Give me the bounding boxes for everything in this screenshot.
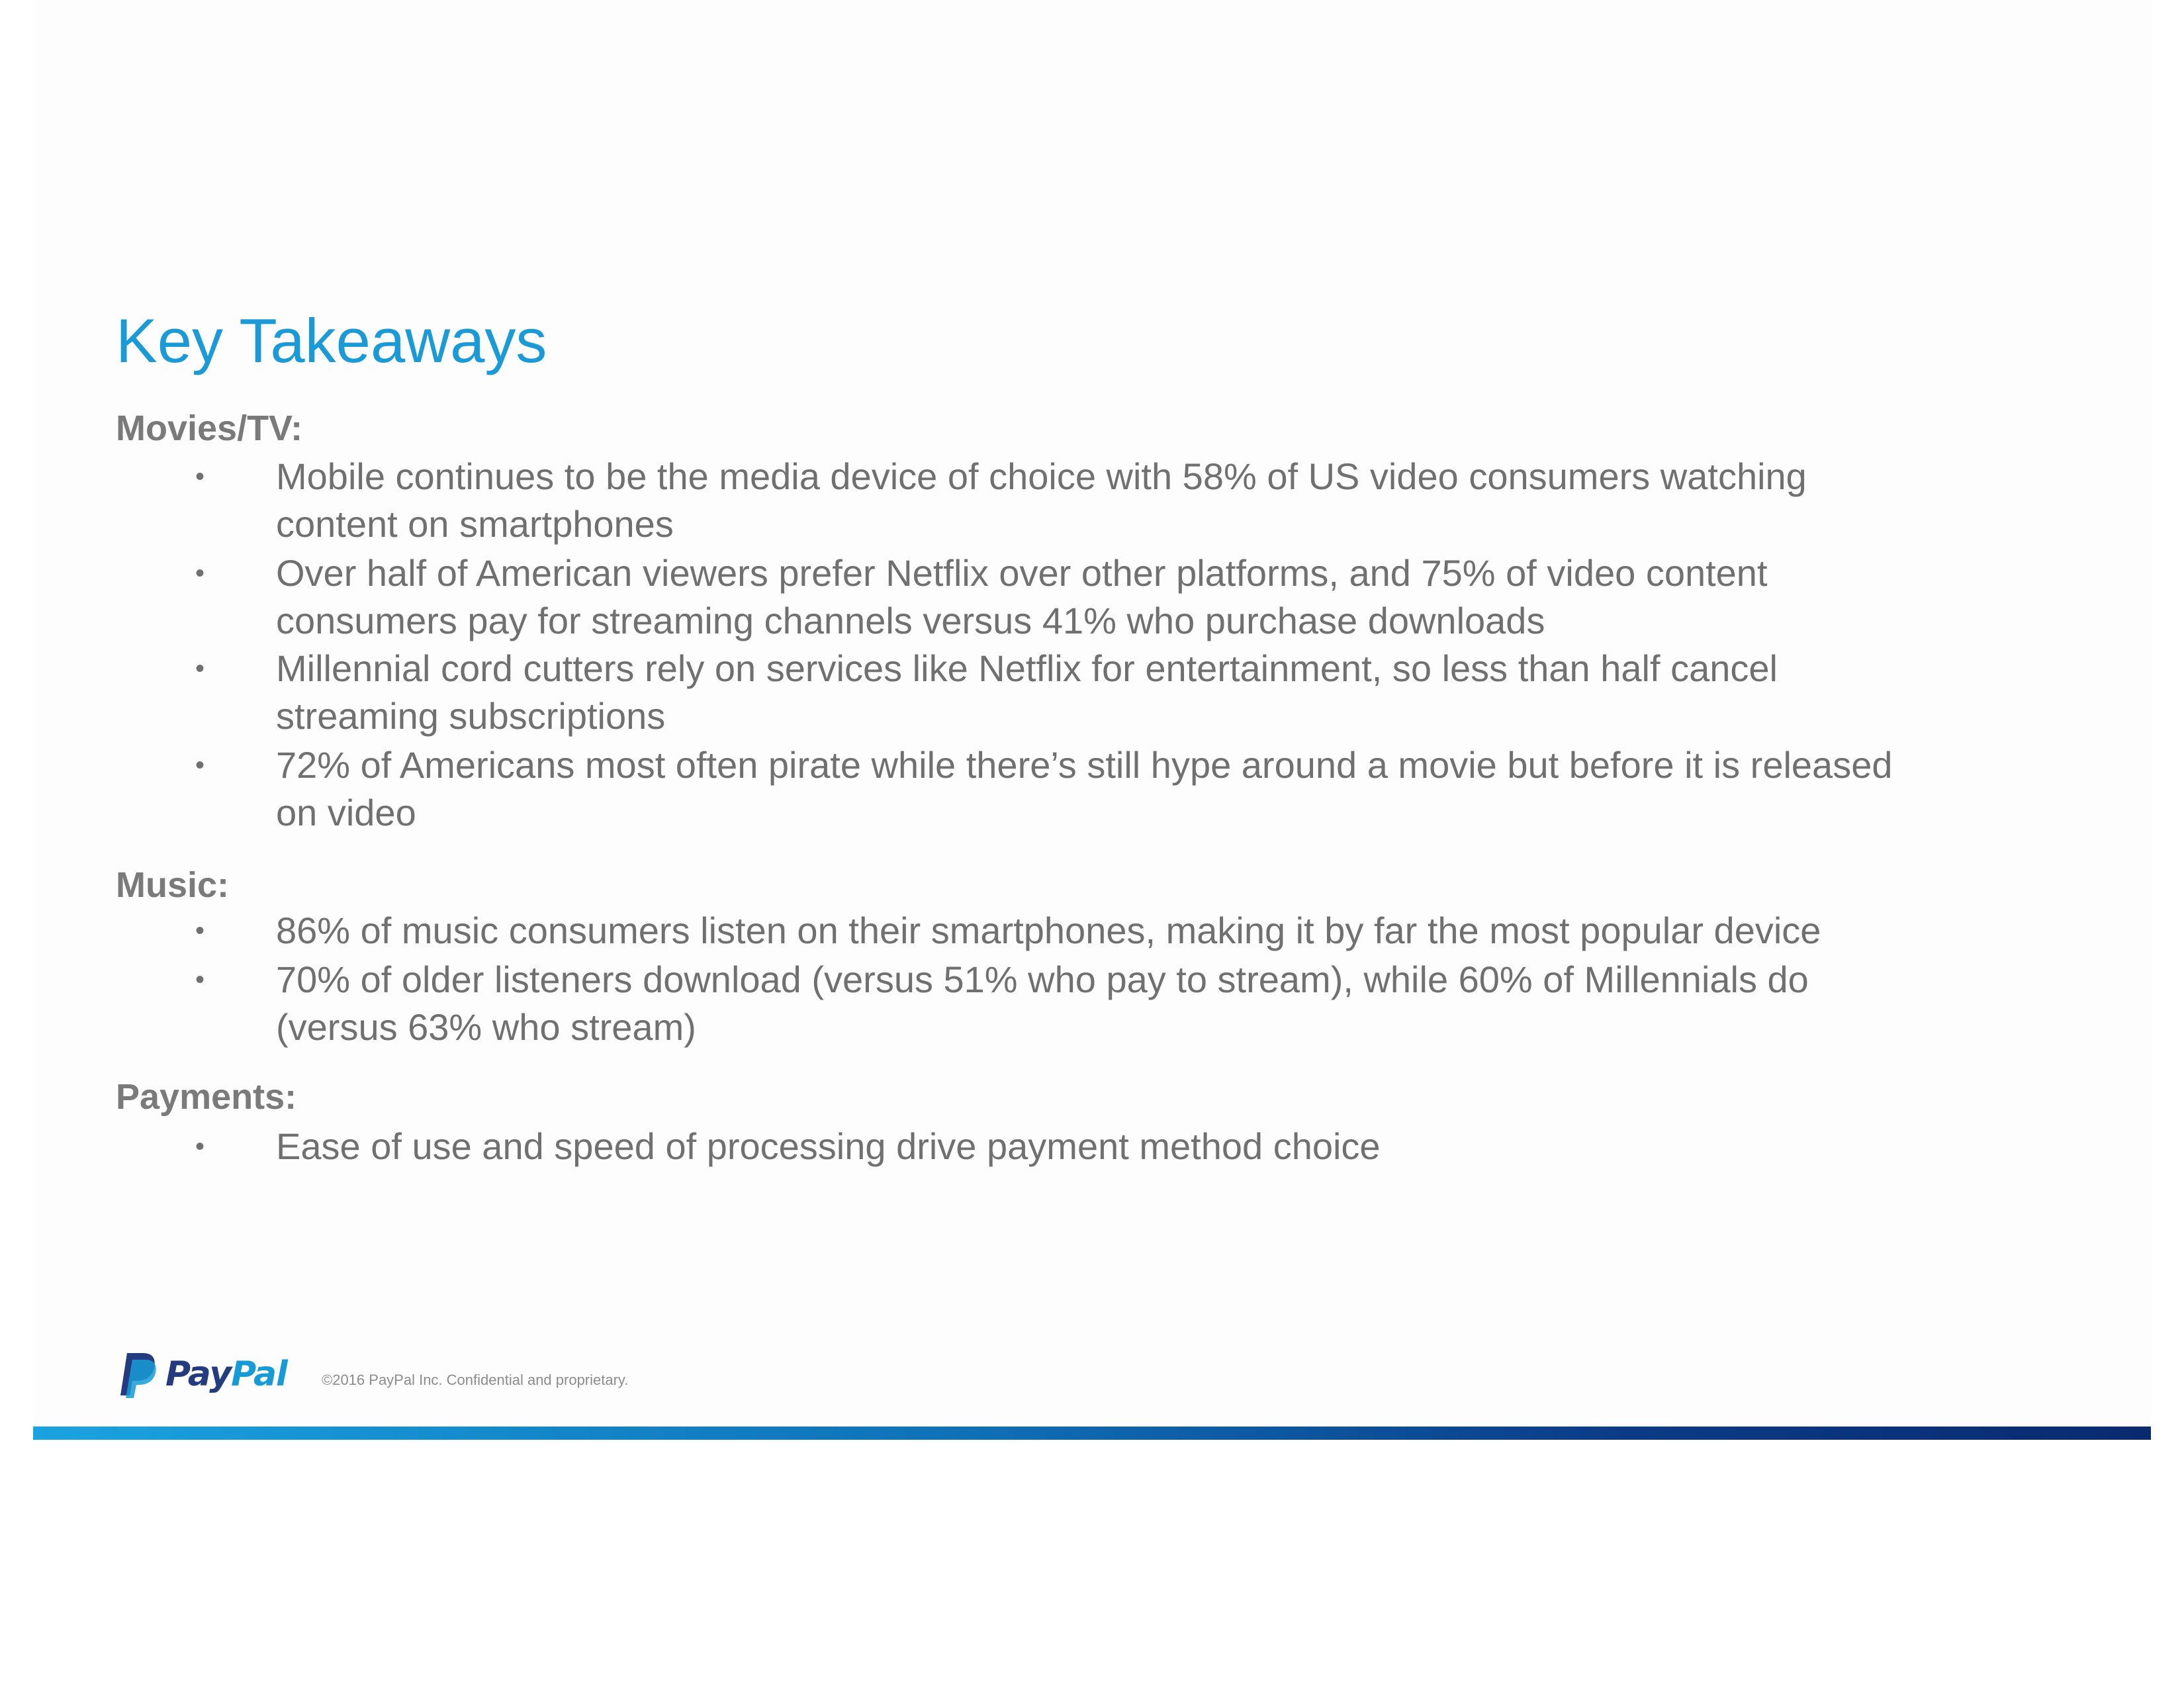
paypal-logo-icon [118,1350,158,1398]
paypal-logo [118,1350,287,1398]
list-item-text: 86% of music consumers listen on their smartphones, making it by far the most popular device [276,910,1821,951]
list-item-text: Ease of use and speed of processing drive payment method choice [276,1125,1381,1167]
bullet-icon: • [195,462,205,491]
list-item-text: Over half of American viewers prefer Netflix over other platforms, and 75% of video content [276,552,1768,594]
list-item-text: on video [276,792,416,833]
copyright-notice: ©2016 PayPal Inc. Confidential and proprietary. [322,1372,629,1388]
paypal-wordmark [165,1354,287,1394]
list-item-text: 72% of Americans most often pirate while there’s still hype around a movie but before it is released [276,744,1893,786]
bullet-icon: • [195,654,205,683]
footer-gradient-bar [33,1427,2151,1440]
bullet-icon: • [195,965,205,994]
list-item-text: Millennial cord cutters rely on services like Netflix for entertainment, so less than half cancel [276,647,1778,689]
list-item-text: Mobile continues to be the media device of choice with 58% of US video consumers watching [276,455,1807,497]
bullet-icon: • [195,559,205,588]
bullet-icon: • [195,916,205,945]
page-title: Key Takeaways [116,306,547,375]
bullet-icon: • [195,1132,205,1161]
section-label-movies-tv: Movies/TV: [116,408,303,448]
list-item-text: 70% of older listeners download (versus 51% who pay to stream), while 60% of Millennials do [276,959,1809,1000]
list-item-text: content on smartphones [276,503,674,545]
bullet-icon: • [195,751,205,780]
section-label-music: Music: [116,865,230,905]
list-item-text: consumers pay for streaming channels versus 41% who purchase downloads [276,600,1545,641]
logo-word-pal: Pal [231,1354,287,1394]
section-label-payments: Payments: [116,1077,297,1117]
list-item-text: streaming subscriptions [276,695,666,737]
list-item-text: (versus 63% who stream) [276,1006,696,1048]
logo-word-pay: Pay [165,1354,232,1394]
